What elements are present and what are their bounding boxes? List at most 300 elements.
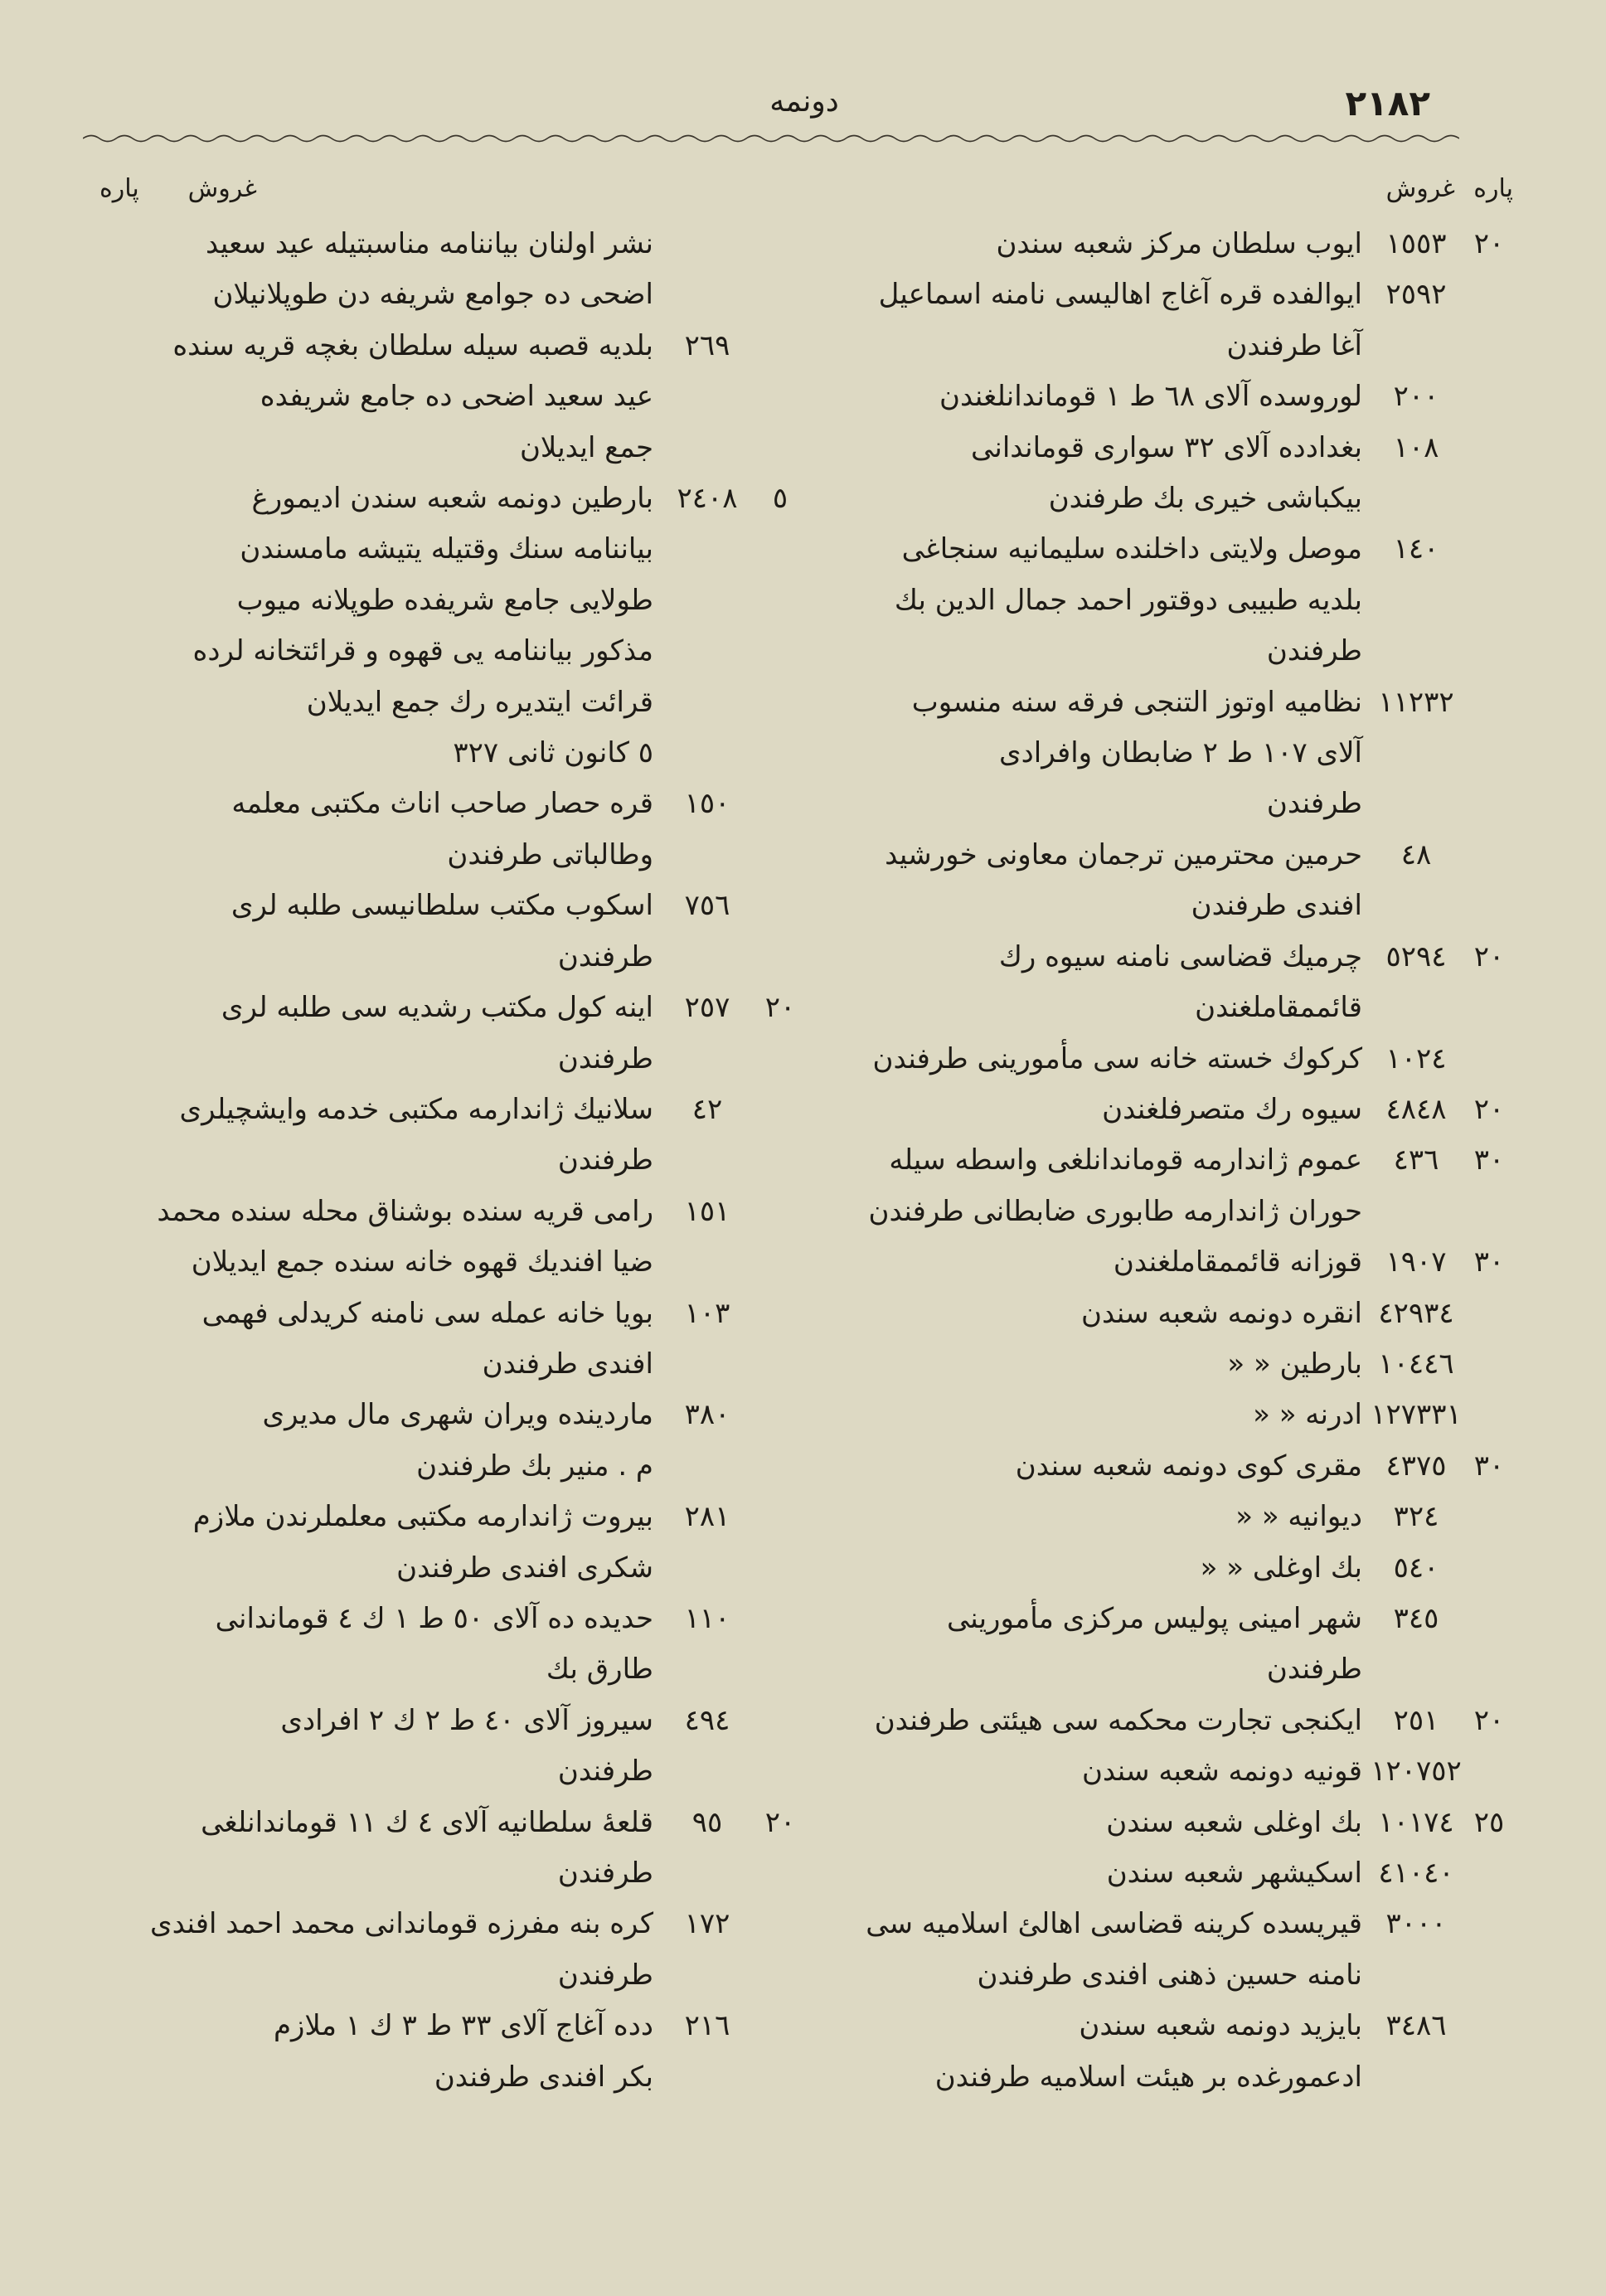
ledger-entry xyxy=(91,524,804,575)
ghurush-amount xyxy=(658,423,756,473)
ledger-entry xyxy=(91,728,804,779)
para-amount xyxy=(756,1289,804,1339)
ghurush-amount xyxy=(1367,983,1465,1033)
para-amount xyxy=(1465,1034,1513,1085)
ghurush-amount xyxy=(658,575,756,626)
ghurush-amount: ٤٩٤ xyxy=(684,1703,730,1737)
para-amount xyxy=(1465,1746,1513,1797)
entry-text: شكرى افندى طرفندن xyxy=(396,1551,653,1585)
para-amount: ٣٠ xyxy=(1473,1449,1505,1483)
ledger-entry xyxy=(829,1899,1513,1949)
ghurush-amount: ٧٥٦ xyxy=(684,889,730,923)
ghurush-amount: ٤١٠٤٠ xyxy=(1378,1857,1454,1890)
ledger-entry xyxy=(91,1339,804,1390)
para-amount xyxy=(1465,524,1513,575)
entry-text: قائممقاملغندن xyxy=(1195,991,1362,1025)
ghurush-amount xyxy=(658,1034,756,1085)
ghurush-amount: ١٠٣ xyxy=(684,1296,730,1330)
entry-text: نظاميه اوتوز التنجى فرقه سنه منسوب xyxy=(911,685,1362,719)
ledger-entry xyxy=(829,219,1513,269)
ledger-entry xyxy=(829,1135,1513,1186)
ghurush-amount: ٢٨١ xyxy=(684,1500,730,1534)
para-amount xyxy=(756,1899,804,1949)
entry-text: بياننامه سنك وقتيله يتيشه مامسندن xyxy=(240,532,653,566)
ghurush-amount: ١٤٠ xyxy=(1393,532,1439,566)
ghurush-amount xyxy=(658,1950,756,2001)
para-amount xyxy=(756,524,804,575)
para-amount xyxy=(756,371,804,422)
entry-text: چرميك قضاسى نامنه سيوه رك xyxy=(998,939,1362,973)
entry-text: طرفندن xyxy=(557,1755,653,1789)
ghurush-amount: ٤٢٩٣٤ xyxy=(1378,1296,1454,1330)
ghurush-amount xyxy=(658,269,756,320)
ledger-entry xyxy=(91,2001,804,2051)
entry-text: ايوب سلطان مركز شعبه سندن xyxy=(996,227,1362,260)
ghurush-amount xyxy=(1367,1950,1465,2001)
ledger-entry xyxy=(829,1798,1513,1848)
para-amount xyxy=(1465,728,1513,779)
para-amount xyxy=(756,1848,804,1899)
ledger-entry xyxy=(829,830,1513,881)
ghurush-amount xyxy=(658,1237,756,1288)
entry-text: قونيه دونمه شعبه سندن xyxy=(1081,1755,1362,1789)
ledger-entry xyxy=(91,881,804,931)
ledger-entry xyxy=(91,830,804,881)
para-amount xyxy=(756,1390,804,1440)
entry-text: طولايى جامع شريفده طوپلانه ميوب xyxy=(236,583,653,617)
entry-text: حديده ده آلاى ٥٠ ط ١ ك ٤ قوماندانى xyxy=(215,1601,653,1635)
para-amount: ٢٠ xyxy=(764,1805,796,1839)
para-amount xyxy=(1465,881,1513,931)
para-amount xyxy=(1465,269,1513,320)
para-amount xyxy=(1465,423,1513,473)
ledger-entry xyxy=(91,1289,804,1339)
ghurush-amount xyxy=(658,2052,756,2103)
para-amount xyxy=(756,1644,804,1695)
ledger-entry xyxy=(829,1339,1513,1390)
ghurush-amount: ١٥١ xyxy=(684,1194,730,1228)
para-label: پاره xyxy=(1473,174,1513,203)
ledger-entry xyxy=(91,1034,804,1085)
ghurush-amount xyxy=(1367,1644,1465,1695)
left-column xyxy=(91,166,804,2255)
ghurush-amount xyxy=(658,932,756,983)
para-amount xyxy=(756,779,804,829)
ghurush-amount: ٣٤٥ xyxy=(1393,1601,1439,1635)
entry-text: بك اوغلى شعبه سندن xyxy=(1106,1805,1362,1839)
ghurush-amount: ١٠٢٤ xyxy=(1385,1041,1447,1075)
entry-text: ضيا افنديك قهوه خانه سنده جمع ايديلان xyxy=(191,1245,653,1279)
ghurush-amount xyxy=(1367,2052,1465,2103)
ghurush-amount xyxy=(658,524,756,575)
entry-text: ايكنجى تجارت محكمه سى هيئتى طرفندن xyxy=(874,1703,1362,1737)
ledger-entry xyxy=(91,269,804,320)
ghurush-amount: ١٠٨ xyxy=(1393,430,1439,464)
entry-text: آلاى ١٠٧ ط ٢ ضابطان وافرادى xyxy=(999,736,1362,770)
ghurush-label: غروش xyxy=(187,174,257,203)
ghurush-amount: ١٥٠ xyxy=(684,787,730,821)
entry-text: بيروت ژاندارمه مكتبى معلملرندن ملازم xyxy=(192,1500,653,1534)
ledger-entry xyxy=(829,2052,1513,2103)
entry-text: طرفندن xyxy=(1266,787,1362,821)
para-amount xyxy=(1465,575,1513,626)
para-amount xyxy=(1465,677,1513,728)
ledger-entry xyxy=(829,1543,1513,1594)
ghurush-amount xyxy=(1367,779,1465,829)
entry-text: طارق بك xyxy=(546,1653,653,1687)
para-amount xyxy=(756,1441,804,1492)
ghurush-amount: ٤٢ xyxy=(691,1092,723,1126)
ghurush-amount xyxy=(658,626,756,677)
ledger-entry xyxy=(91,1390,804,1440)
ghurush-amount: ٤٣٦ xyxy=(1393,1143,1439,1177)
entry-text: قره حصار صاحب اناث مكتبى معلمه xyxy=(231,787,653,821)
ghurush-amount xyxy=(658,1135,756,1186)
ledger-entry xyxy=(829,1187,1513,1237)
ghurush-amount: ١٠٤٤٦ xyxy=(1378,1347,1454,1381)
entry-text: وطالباتى طرفندن xyxy=(447,837,653,871)
para-amount xyxy=(756,321,804,371)
entry-text: عيد سعيد اضحى ده جامع شريفده xyxy=(260,380,653,414)
ledger-entry xyxy=(91,1085,804,1135)
para-amount xyxy=(1465,1848,1513,1899)
entry-text: ادعمورغده بر هيئت اسلاميه طرفندن xyxy=(934,2060,1362,2094)
para-amount xyxy=(756,1746,804,1797)
entry-text: بلديه طبيبى دوقتور احمد جمال الدين بك xyxy=(894,583,1362,617)
para-amount xyxy=(1465,1899,1513,1949)
entry-text: ديوانيه « « xyxy=(1235,1500,1362,1534)
para-amount xyxy=(756,269,804,320)
para-amount xyxy=(756,219,804,269)
entry-text: ماردينده ويران شهرى مال مديرى xyxy=(262,1398,653,1432)
ghurush-amount: ٣٨٠ xyxy=(684,1398,730,1432)
entry-text: مذكور بياننامه يى قهوه و قرائتخانه لرده xyxy=(192,634,653,668)
para-label: پاره xyxy=(99,174,139,203)
para-amount xyxy=(756,423,804,473)
ledger-entry xyxy=(91,423,804,473)
ghurush-amount: ٤٣٧٥ xyxy=(1385,1449,1447,1483)
para-amount xyxy=(1465,1339,1513,1390)
running-title: دونمه xyxy=(769,85,839,119)
entry-text: قيريسده كرينه قضاسى اهالئ اسلاميه سى xyxy=(866,1907,1362,1941)
ghurush-amount xyxy=(1367,321,1465,371)
ghurush-amount: ٢٠٠ xyxy=(1393,380,1439,414)
entry-text: رامى قريه سنده بوشناق محله سنده محمد xyxy=(157,1194,653,1228)
ghurush-amount: ٢٤٠٨ xyxy=(677,482,738,516)
ghurush-amount xyxy=(658,1848,756,1899)
para-amount: ٢٠ xyxy=(764,991,796,1025)
ledger-entry xyxy=(91,1187,804,1237)
ghurush-amount xyxy=(1367,881,1465,931)
para-amount xyxy=(756,626,804,677)
para-amount xyxy=(756,2052,804,2103)
entry-text: كركوك خسته خانه سى مأمورينى طرفندن xyxy=(872,1041,1362,1075)
page-number: ٢١٨٢ xyxy=(1345,83,1430,124)
ledger-entry xyxy=(91,371,804,422)
entry-text: بلديه قصبه سيله سلطان بغچه قريه سنده xyxy=(172,328,653,362)
ghurush-amount xyxy=(658,1746,756,1797)
entry-text: مقرى كوى دونمه شعبه سندن xyxy=(1015,1449,1362,1483)
para-amount xyxy=(1465,2001,1513,2051)
entry-text: ٥ كانون ثانى ٣٢٧ xyxy=(453,736,653,770)
para-amount xyxy=(756,1135,804,1186)
ghurush-amount: ٩٥ xyxy=(691,1805,723,1839)
entry-text: عموم ژاندارمه قوماندانلغى واسطه سيله xyxy=(889,1143,1362,1177)
para-amount xyxy=(1465,626,1513,677)
entry-text: طرفندن xyxy=(557,1958,653,1992)
entry-text: ايوالفده قره آغاج اهاليسى نامنه اسماعيل xyxy=(878,278,1362,312)
entry-text: بك اوغلى « « xyxy=(1200,1551,1362,1585)
ledger-entry xyxy=(91,321,804,371)
ghurush-amount xyxy=(1367,1187,1465,1237)
entry-text: طرفندن xyxy=(557,1143,653,1177)
ghurush-amount: ١٢٧٣٣١ xyxy=(1371,1398,1462,1432)
ghurush-amount: ٥٤٠ xyxy=(1393,1551,1439,1585)
ledger-entry xyxy=(829,881,1513,931)
para-amount xyxy=(756,2001,804,2051)
para-amount xyxy=(756,1085,804,1135)
entry-text: اينه كول مكتب رشديه سى طلبه لرى xyxy=(221,991,653,1025)
ghurush-amount: ٣٠٠٠ xyxy=(1385,1907,1447,1941)
ledger-entry xyxy=(829,932,1513,983)
right-column xyxy=(829,166,1513,2255)
ghurush-amount xyxy=(658,1644,756,1695)
entry-text: لوروسده آلاى ٦٨ ط ١ قوماندانلغندن xyxy=(939,380,1362,414)
para-amount: ٥ xyxy=(772,482,788,516)
ledger-entry xyxy=(91,1696,804,1746)
para-amount xyxy=(756,1543,804,1594)
para-amount xyxy=(756,1034,804,1085)
ghurush-amount xyxy=(658,1441,756,1492)
ghurush-amount xyxy=(658,728,756,779)
para-amount xyxy=(756,881,804,931)
para-amount xyxy=(756,830,804,881)
entry-text: طرفندن xyxy=(557,1041,653,1075)
para-amount xyxy=(1465,2052,1513,2103)
ghurush-amount xyxy=(1367,728,1465,779)
ghurush-amount: ١٩٠٧ xyxy=(1385,1245,1447,1279)
para-amount xyxy=(1465,1492,1513,1542)
para-amount xyxy=(756,1187,804,1237)
para-amount xyxy=(1465,1644,1513,1695)
ledger-entry xyxy=(91,1441,804,1492)
entry-text: نامنه حسين ذهنى افندى طرفندن xyxy=(977,1958,1362,1992)
ghurush-amount: ٢٦٩ xyxy=(684,328,730,362)
right-entries xyxy=(829,219,1513,2103)
para-amount xyxy=(756,575,804,626)
para-amount xyxy=(756,1696,804,1746)
entry-text: بغدادده آلاى ٣٢ سوارى قوماندانى xyxy=(971,430,1362,464)
entry-text: نشر اولنان بياننامه مناسبتيله عيد سعيد xyxy=(206,227,653,260)
para-amount xyxy=(1465,1594,1513,1644)
ledger-entry xyxy=(829,626,1513,677)
ledger-entry xyxy=(91,1899,804,1949)
ledger-entry xyxy=(91,1798,804,1848)
ledger-entry xyxy=(91,1492,804,1542)
ledger-entry xyxy=(91,575,804,626)
ghurush-amount xyxy=(658,1339,756,1390)
ledger-entry xyxy=(829,1237,1513,1288)
ledger-entry xyxy=(91,779,804,829)
ledger-entry xyxy=(829,1289,1513,1339)
ledger-entry xyxy=(91,1594,804,1644)
ghurush-amount: ٤٨٤٨ xyxy=(1385,1092,1447,1126)
entry-text: بارطين « « xyxy=(1227,1347,1362,1381)
ledger-entry xyxy=(829,728,1513,779)
ledger-entry xyxy=(829,1746,1513,1797)
ghurush-amount: ١٢٠٧٥٢ xyxy=(1371,1755,1462,1789)
ghurush-amount: ١١٠ xyxy=(684,1601,730,1635)
para-amount xyxy=(756,1237,804,1288)
ledger-entry xyxy=(829,1950,1513,2001)
left-column-header xyxy=(91,166,804,219)
ledger-entry xyxy=(829,1034,1513,1085)
ghurush-amount xyxy=(658,830,756,881)
ledger-entry xyxy=(91,1644,804,1695)
entry-text: قرائت ايتديره رك جمع ايديلان xyxy=(306,685,653,719)
entry-text: موصل ولايتى داخلنده سليمانيه سنجاغى xyxy=(901,532,1362,566)
ghurush-amount: ١٠١٧٤ xyxy=(1378,1805,1454,1839)
ledger-entry xyxy=(91,1543,804,1594)
ghurush-amount xyxy=(1367,575,1465,626)
para-amount xyxy=(1465,1543,1513,1594)
para-amount xyxy=(756,677,804,728)
entry-text: م . منير بك طرفندن xyxy=(416,1449,653,1483)
ledger-entry xyxy=(91,932,804,983)
para-amount xyxy=(1465,1289,1513,1339)
entry-text: جمع ايديلان xyxy=(519,430,653,464)
para-amount xyxy=(756,932,804,983)
ledger-entry xyxy=(829,321,1513,371)
ledger-entry xyxy=(91,219,804,269)
para-amount xyxy=(1465,779,1513,829)
entry-text: دده آغاج آلاى ٣٣ ط ٣ ك ١ ملازم xyxy=(273,2009,653,2043)
left-entries xyxy=(91,219,804,2103)
ledger-entry xyxy=(91,1848,804,1899)
ghurush-amount: ٤٨ xyxy=(1400,837,1432,871)
ledger-entry xyxy=(829,371,1513,422)
para-amount xyxy=(1465,321,1513,371)
entry-text: بايزيد دونمه شعبه سندن xyxy=(1079,2009,1362,2043)
header-wavy-rule xyxy=(83,133,1459,144)
ghurush-amount xyxy=(1367,473,1465,524)
ghurush-amount: ١٥٥٣ xyxy=(1385,227,1447,260)
para-amount xyxy=(756,728,804,779)
ghurush-amount xyxy=(658,677,756,728)
ledger-entry xyxy=(91,626,804,677)
ledger-entry xyxy=(829,1492,1513,1542)
ledger-entry xyxy=(829,1441,1513,1492)
ledger-entry xyxy=(829,1085,1513,1135)
entry-text: افندى طرفندن xyxy=(1191,889,1362,923)
entry-text: اسكوب مكتب سلطانيسى طلبه لرى xyxy=(230,889,653,923)
ghurush-label: غروش xyxy=(1385,174,1455,203)
entry-text: حوران ژاندارمه طابورى ضابطانى طرفندن xyxy=(868,1194,1362,1228)
ghurush-amount xyxy=(658,1543,756,1594)
entry-text: حرمين محترمين ترجمان معاونى خورشيد xyxy=(885,837,1362,871)
entry-text: بويا خانه عمله سى نامنه كريدلى فهمى xyxy=(201,1296,653,1330)
para-amount xyxy=(756,1492,804,1542)
ghurush-amount: ٢١٦ xyxy=(684,2009,730,2043)
ledger-entry xyxy=(829,524,1513,575)
entry-text: اسكيشهر شعبه سندن xyxy=(1106,1857,1362,1890)
ledger-entry xyxy=(829,473,1513,524)
para-amount xyxy=(756,1339,804,1390)
entry-text: قوزانه قائممقاملغندن xyxy=(1113,1245,1362,1279)
ledger-entry xyxy=(91,1237,804,1288)
para-amount: ٢٠ xyxy=(1473,1703,1505,1737)
ledger-entry xyxy=(829,1848,1513,1899)
ledger-entry xyxy=(829,2001,1513,2051)
entry-text: طرفندن xyxy=(557,1857,653,1890)
ledger-entry xyxy=(829,1594,1513,1644)
ledger-entry xyxy=(829,677,1513,728)
ledger-entry xyxy=(829,1644,1513,1695)
para-amount xyxy=(756,1950,804,2001)
entry-text: اضحى ده جوامع شريفه دن طوپلانيلان xyxy=(212,278,653,312)
entry-text: سيوه رك متصرفلغندن xyxy=(1102,1092,1362,1126)
entry-text: قلعهٔ سلطانيه آلاى ٤ ك ١١ قوماندانلغى xyxy=(201,1805,653,1839)
para-amount: ٢٠ xyxy=(1473,227,1505,260)
entry-text: سلانيك ژاندارمه مكتبى خدمه وايشچيلرى xyxy=(179,1092,653,1126)
para-amount xyxy=(1465,1187,1513,1237)
ledger-entry xyxy=(829,1696,1513,1746)
entry-text: طرفندن xyxy=(557,939,653,973)
entry-text: كره بنه مفرزه قوماندانى محمد احمد افندى xyxy=(150,1907,653,1941)
ledger-entry xyxy=(829,779,1513,829)
ghurush-amount xyxy=(1367,626,1465,677)
entry-text: ادرنه « « xyxy=(1253,1398,1362,1432)
entry-text: طرفندن xyxy=(1266,1653,1362,1687)
ghurush-amount: ٣٢٤ xyxy=(1393,1500,1439,1534)
entry-text: طرفندن xyxy=(1266,634,1362,668)
para-amount xyxy=(1465,371,1513,422)
ledger-entry xyxy=(829,269,1513,320)
para-amount xyxy=(1465,473,1513,524)
para-amount: ٣٠ xyxy=(1473,1245,1505,1279)
ledger-entry xyxy=(91,1950,804,2001)
ledger-entry xyxy=(91,1746,804,1797)
ledger-entry xyxy=(91,983,804,1033)
para-amount xyxy=(1465,1950,1513,2001)
entry-text: بكر افندى طرفندن xyxy=(434,2060,653,2094)
entry-text: بيكباشى خيرى بك طرفندن xyxy=(1048,482,1362,516)
ledger-entry xyxy=(829,423,1513,473)
ledger-entry xyxy=(91,2052,804,2103)
right-column-header xyxy=(829,166,1513,219)
para-amount: ٢٠ xyxy=(1473,939,1505,973)
para-amount: ٣٠ xyxy=(1473,1143,1505,1177)
entry-text: سيروز آلاى ٤٠ ط ٢ ك ٢ افرادى xyxy=(280,1703,653,1737)
ledger-entry xyxy=(91,677,804,728)
ledger-entry xyxy=(829,575,1513,626)
para-amount xyxy=(1465,983,1513,1033)
para-amount: ٢٠ xyxy=(1473,1092,1505,1126)
ghurush-amount: ٥٢٩٤ xyxy=(1385,939,1447,973)
ledger-entry xyxy=(829,983,1513,1033)
entry-text: انقره دونمه شعبه سندن xyxy=(1081,1296,1362,1330)
para-amount: ٢٥ xyxy=(1473,1805,1505,1839)
entry-text: بارطين دونمه شعبه سندن اديمورغ xyxy=(251,482,653,516)
para-amount xyxy=(1465,1390,1513,1440)
ghurush-amount xyxy=(658,371,756,422)
ghurush-amount: ٢٥٩٢ xyxy=(1385,278,1447,312)
entry-text: آغا طرفندن xyxy=(1226,328,1362,362)
ghurush-amount: ٢٥٧ xyxy=(684,991,730,1025)
ghurush-amount: ٢٥١ xyxy=(1393,1703,1439,1737)
para-amount xyxy=(1465,830,1513,881)
ghurush-amount xyxy=(658,219,756,269)
